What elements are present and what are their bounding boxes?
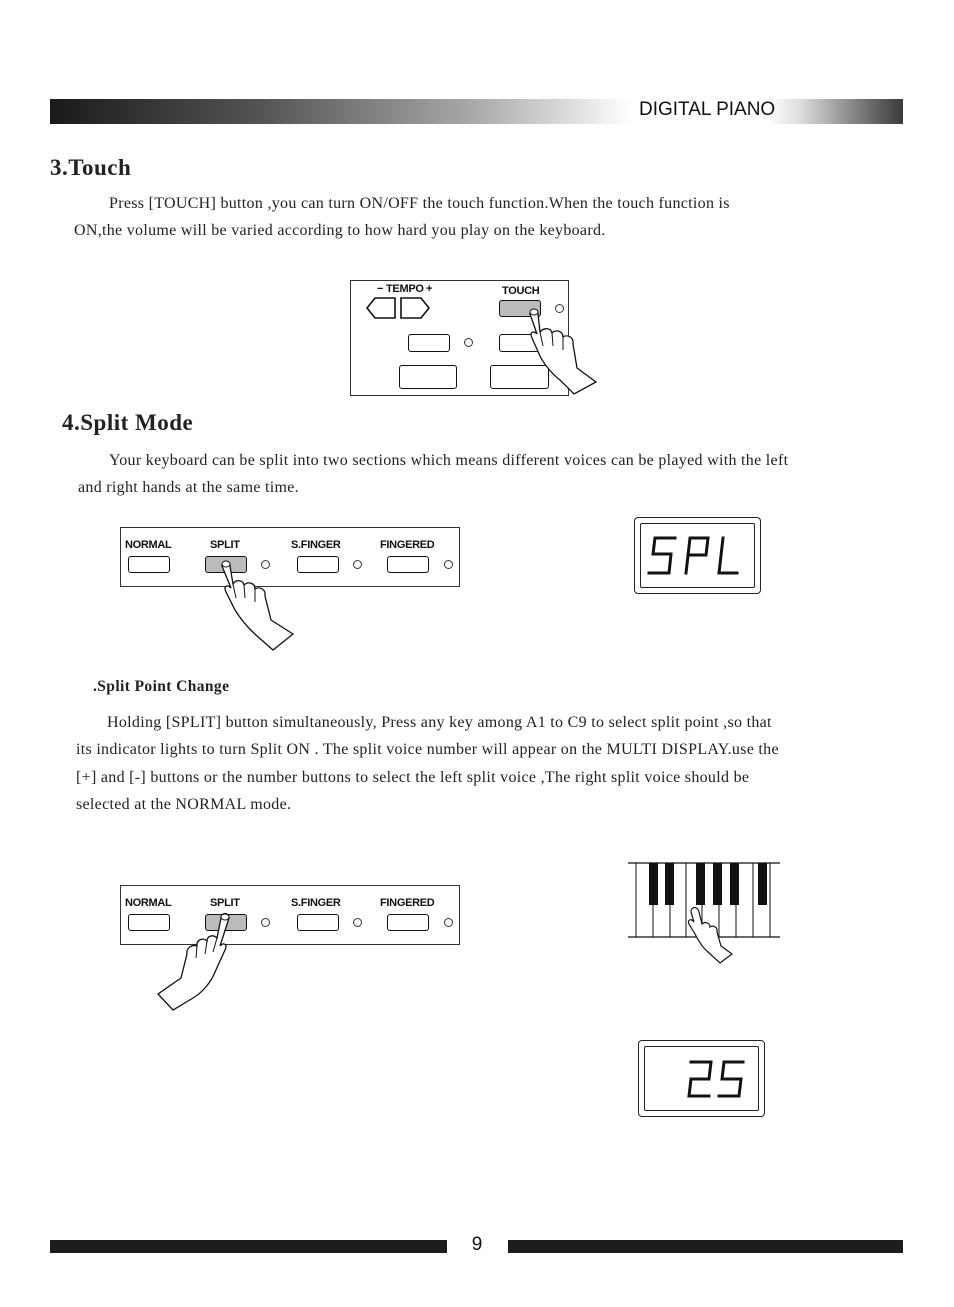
fingered-led bbox=[444, 918, 453, 927]
keyboard-graphic bbox=[628, 862, 780, 964]
tempo-label: TEMPO bbox=[386, 283, 424, 295]
panel-led-mid bbox=[464, 338, 473, 347]
multi-display-spl bbox=[634, 517, 761, 594]
pressing-hand-icon bbox=[215, 556, 297, 652]
fingered-led bbox=[444, 560, 453, 569]
split-label: SPLIT bbox=[210, 897, 240, 909]
split-point-line3: [+] and [-] buttons or the number buttons to select the left split voice ,The right split voice should be bbox=[76, 769, 750, 786]
tempo-minus-label: − bbox=[377, 283, 384, 295]
segment-text-25 bbox=[639, 1041, 764, 1116]
split-point-line1: Holding [SPLIT] button simultaneously, Press any key among A1 to C9 to select split point ,so that bbox=[107, 714, 772, 731]
split-label: SPLIT bbox=[210, 539, 240, 551]
split-point-line2: its indicator lights to turn Split ON . The split voice number will appear on the MULTI DISPLAY.use the bbox=[76, 741, 779, 758]
fingered-label: FINGERED bbox=[380, 897, 435, 909]
tempo-plus-button[interactable] bbox=[401, 298, 429, 318]
fingered-button[interactable] bbox=[387, 914, 429, 931]
split-point-heading: .Split Point Change bbox=[93, 678, 230, 695]
touch-heading: 3.Touch bbox=[50, 155, 132, 180]
pressing-hand-icon bbox=[155, 910, 240, 1012]
sfinger-label: S.FINGER bbox=[291, 897, 341, 909]
touch-text-line2: ON,the volume will be varied according to how hard you play on the keyboard. bbox=[74, 222, 606, 239]
panel-button-mid-left[interactable] bbox=[408, 334, 450, 352]
sfinger-led bbox=[353, 918, 362, 927]
touch-label: TOUCH bbox=[502, 285, 540, 297]
fingered-button[interactable] bbox=[387, 556, 429, 573]
sfinger-button[interactable] bbox=[297, 556, 339, 573]
normal-label: NORMAL bbox=[125, 897, 172, 909]
page-number: 9 bbox=[471, 1234, 483, 1255]
sfinger-label: S.FINGER bbox=[291, 539, 341, 551]
tempo-minus-button[interactable] bbox=[367, 298, 395, 318]
split-text-line1: Your keyboard can be split into two sections which means different voices can be played with the left bbox=[109, 452, 789, 469]
sfinger-button[interactable] bbox=[297, 914, 339, 931]
sfinger-led bbox=[353, 560, 362, 569]
normal-button[interactable] bbox=[128, 556, 170, 573]
footer-bar-right bbox=[508, 1240, 903, 1253]
pressing-hand-icon bbox=[520, 300, 600, 395]
split-led bbox=[261, 918, 270, 927]
tempo-plus-label: + bbox=[426, 283, 433, 295]
footer-bar-left bbox=[50, 1240, 447, 1253]
normal-label: NORMAL bbox=[125, 539, 172, 551]
header-title: DIGITAL PIANO bbox=[639, 99, 776, 120]
split-point-line4: selected at the NORMAL mode. bbox=[76, 796, 292, 813]
split-text-line2: and right hands at the same time. bbox=[78, 479, 299, 496]
split-heading: 4.Split Mode bbox=[62, 410, 194, 435]
touch-text-line1: Press [TOUCH] button ,you can turn ON/OFF the touch function.When the touch function is bbox=[109, 195, 730, 212]
panel-button-bottom-left[interactable] bbox=[399, 365, 457, 389]
fingered-label: FINGERED bbox=[380, 539, 435, 551]
multi-display-25 bbox=[638, 1040, 765, 1117]
segment-text-spl bbox=[635, 518, 760, 593]
